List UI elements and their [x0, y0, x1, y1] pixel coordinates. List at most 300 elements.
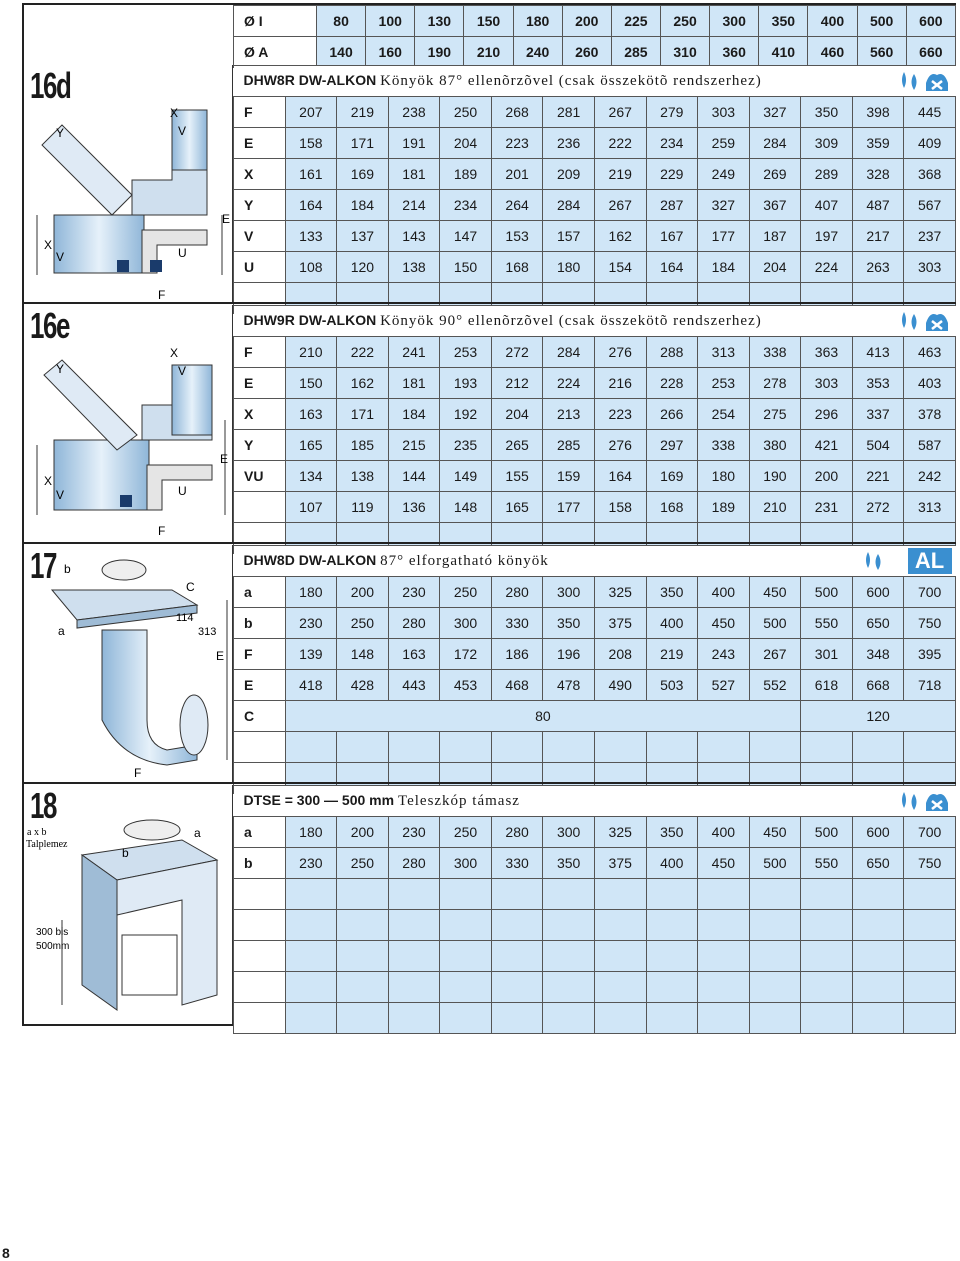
dim-label: E	[220, 452, 229, 466]
cell: 209	[543, 159, 595, 190]
cell: 650	[852, 848, 904, 879]
cell: 187	[749, 221, 801, 252]
cell: 190	[415, 37, 464, 68]
cell: 133	[285, 221, 337, 252]
empty-row	[234, 879, 956, 910]
cell: 153	[491, 221, 543, 252]
cell: 300	[543, 577, 595, 608]
cell: 500	[749, 848, 801, 879]
cell: 463	[904, 337, 956, 368]
cell: 550	[801, 608, 853, 639]
cell: 177	[543, 492, 595, 523]
row-label: b	[234, 608, 286, 639]
cell	[440, 879, 492, 910]
cell: 204	[440, 128, 492, 159]
cell: 214	[388, 190, 440, 221]
cell: 100	[366, 6, 415, 37]
diagram-16d	[22, 65, 233, 302]
cell	[594, 910, 646, 941]
cell: 172	[440, 639, 492, 670]
table-row	[234, 252, 956, 283]
dim-label: 500mm	[36, 941, 70, 952]
cell: 350	[801, 97, 853, 128]
cell	[852, 910, 904, 941]
cell: 550	[801, 848, 853, 879]
table-row	[234, 817, 956, 848]
cell: 450	[749, 577, 801, 608]
header-row-inner	[234, 6, 956, 37]
cell: 403	[904, 368, 956, 399]
cell	[904, 941, 956, 972]
cell: 200	[337, 577, 389, 608]
cell: 280	[491, 577, 543, 608]
cell	[801, 1003, 853, 1034]
cell: 375	[594, 848, 646, 879]
cell	[337, 910, 389, 941]
cell: 504	[852, 430, 904, 461]
cell	[801, 941, 853, 972]
cell: 181	[388, 159, 440, 190]
row-label: X	[234, 399, 286, 430]
cell: 284	[543, 190, 595, 221]
cell: 148	[337, 639, 389, 670]
cell: 150	[464, 6, 513, 37]
cell: 350	[646, 577, 698, 608]
cell	[698, 1003, 750, 1034]
dim-label: 300 bis	[36, 927, 69, 938]
cell: 161	[285, 159, 337, 190]
cell: 380	[749, 430, 801, 461]
cell: 200	[562, 6, 611, 37]
row-label: Y	[234, 190, 286, 221]
cell: 338	[749, 337, 801, 368]
dim-label: X	[44, 474, 53, 488]
cell: 750	[904, 848, 956, 879]
cell: 167	[646, 221, 698, 252]
section-title	[234, 786, 956, 817]
cell: 281	[543, 97, 595, 128]
cell: 229	[646, 159, 698, 190]
row-label	[234, 1003, 286, 1034]
row-label	[234, 879, 286, 910]
cell	[698, 879, 750, 910]
cell: 300	[440, 608, 492, 639]
empty-row	[234, 1003, 956, 1034]
cell	[904, 879, 956, 910]
cell	[543, 972, 595, 1003]
cell: 144	[388, 461, 440, 492]
condensate-drops-icon	[898, 310, 922, 335]
cell: 350	[759, 6, 808, 37]
cell	[543, 1003, 595, 1034]
row-label: VU	[234, 461, 286, 492]
product-code: DHW9R DW-ALKON	[243, 312, 377, 328]
cell: 184	[388, 399, 440, 430]
cell: 177	[698, 221, 750, 252]
cell	[852, 941, 904, 972]
cell: 208	[594, 639, 646, 670]
section-title	[234, 546, 956, 577]
cell: 275	[749, 399, 801, 430]
section-code: 18	[30, 785, 56, 826]
cell: 445	[904, 97, 956, 128]
cell: 297	[646, 430, 698, 461]
cell: 500	[801, 577, 853, 608]
table-row	[234, 430, 956, 461]
cell: 120	[337, 252, 389, 283]
cell	[491, 972, 543, 1003]
cell: 287	[646, 190, 698, 221]
cell	[801, 972, 853, 1003]
dim-label: b	[122, 846, 129, 860]
product-description: Teleszkóp támasz	[397, 793, 520, 809]
cell: 560	[857, 37, 906, 68]
cell: 250	[337, 608, 389, 639]
cell: 192	[440, 399, 492, 430]
cell	[388, 972, 440, 1003]
row-label: Y	[234, 430, 286, 461]
dim-label: X	[170, 106, 179, 120]
cell: 212	[491, 368, 543, 399]
cell: 328	[852, 159, 904, 190]
cell: 108	[285, 252, 337, 283]
cell: 164	[594, 461, 646, 492]
condensate-drops-icon	[898, 790, 922, 815]
cell	[801, 879, 853, 910]
cell	[698, 941, 750, 972]
cell: 327	[749, 97, 801, 128]
cell: 276	[594, 430, 646, 461]
cell: 200	[337, 817, 389, 848]
cell: 157	[543, 221, 595, 252]
dim-label: E	[222, 212, 231, 226]
elbow-87-diagram	[22, 65, 232, 302]
cell: 367	[749, 190, 801, 221]
cell: 398	[852, 97, 904, 128]
cell: 223	[491, 128, 543, 159]
cell	[594, 1003, 646, 1034]
cell	[543, 879, 595, 910]
cell: 241	[388, 337, 440, 368]
cell: 650	[852, 608, 904, 639]
cell: 147	[440, 221, 492, 252]
section-code: 16d	[30, 65, 71, 106]
cell	[491, 910, 543, 941]
cell: 359	[852, 128, 904, 159]
cell: 240	[513, 37, 562, 68]
cell: 267	[749, 639, 801, 670]
size-header-table	[233, 5, 956, 68]
cell: 668	[852, 670, 904, 701]
cell: 163	[285, 399, 337, 430]
diagram-16e	[22, 305, 233, 542]
cell: 296	[801, 399, 853, 430]
cell: 159	[543, 461, 595, 492]
cell: 400	[646, 848, 698, 879]
table-row	[234, 461, 956, 492]
cell: 490	[594, 670, 646, 701]
cell: 204	[749, 252, 801, 283]
cell: 478	[543, 670, 595, 701]
cell: 136	[388, 492, 440, 523]
cell: 303	[698, 97, 750, 128]
cell: 254	[698, 399, 750, 430]
diagram-18	[22, 785, 233, 1024]
cell: 409	[904, 128, 956, 159]
cell: 313	[698, 337, 750, 368]
cell: 200	[801, 461, 853, 492]
dim-label: a	[58, 624, 65, 638]
cell	[285, 1003, 337, 1034]
row-label: V	[234, 221, 286, 252]
cell	[388, 941, 440, 972]
row-label: C	[234, 701, 286, 732]
cell: 600	[852, 577, 904, 608]
empty-row	[234, 972, 956, 1003]
cell	[646, 972, 698, 1003]
cell: 119	[337, 492, 389, 523]
cell	[285, 910, 337, 941]
cell: 348	[852, 639, 904, 670]
cell: 460	[808, 37, 857, 68]
cell: 587	[904, 430, 956, 461]
cell: 395	[904, 639, 956, 670]
cell: 168	[491, 252, 543, 283]
cell: 210	[749, 492, 801, 523]
cell: 230	[285, 848, 337, 879]
cell: 143	[388, 221, 440, 252]
table-row	[234, 337, 956, 368]
cell: 213	[543, 399, 595, 430]
dim-label: V	[178, 124, 187, 138]
cell: 660	[906, 37, 955, 68]
empty-row	[234, 910, 956, 941]
cell	[749, 732, 801, 763]
dim-label: b	[64, 562, 71, 576]
section-16e-table	[233, 305, 956, 554]
cell: 303	[904, 252, 956, 283]
cell: 180	[698, 461, 750, 492]
cell: 140	[317, 37, 366, 68]
cell: 718	[904, 670, 956, 701]
diagram-17	[22, 545, 233, 782]
cell: 313	[904, 492, 956, 523]
row-label	[234, 732, 286, 763]
cell: 250	[440, 577, 492, 608]
cell	[388, 1003, 440, 1034]
section-title-row	[234, 66, 956, 97]
cell: 215	[388, 430, 440, 461]
cell: 165	[491, 492, 543, 523]
section-18-table	[233, 785, 956, 1034]
cell	[491, 732, 543, 763]
cell: 269	[749, 159, 801, 190]
cell	[337, 732, 389, 763]
cell: 450	[749, 817, 801, 848]
dim-label: V	[178, 364, 187, 378]
cell	[852, 879, 904, 910]
cell: 600	[852, 817, 904, 848]
cell: 407	[801, 190, 853, 221]
telescopic-support-diagram	[22, 785, 232, 1024]
cell: 184	[337, 190, 389, 221]
row-label: U	[234, 252, 286, 283]
cell: 253	[440, 337, 492, 368]
cell: 450	[698, 848, 750, 879]
cell: 223	[594, 399, 646, 430]
cell: 266	[646, 399, 698, 430]
cell	[491, 879, 543, 910]
cell: 443	[388, 670, 440, 701]
cell: 139	[285, 639, 337, 670]
section-17-table	[233, 545, 956, 794]
cell: 260	[562, 37, 611, 68]
cell	[388, 879, 440, 910]
dim-label: Talplemez	[26, 839, 68, 850]
cell: 284	[543, 337, 595, 368]
cell: 400	[808, 6, 857, 37]
cell: 160	[366, 37, 415, 68]
cell: 267	[594, 97, 646, 128]
cell: 189	[698, 492, 750, 523]
row-label: a	[234, 577, 286, 608]
dim-label: X	[170, 346, 179, 360]
cell	[491, 941, 543, 972]
cell: 168	[646, 492, 698, 523]
cell: 280	[388, 848, 440, 879]
cell: 189	[440, 159, 492, 190]
header-label-inner: Ø I	[234, 6, 317, 37]
cell: 360	[710, 37, 759, 68]
cell	[337, 879, 389, 910]
dim-label: E	[216, 649, 225, 663]
table-row	[234, 608, 956, 639]
cell	[801, 732, 853, 763]
product-code: DHW8R DW-ALKON	[243, 72, 377, 88]
cell	[440, 1003, 492, 1034]
data-table	[233, 305, 956, 554]
table-row	[234, 159, 956, 190]
cell: 250	[337, 848, 389, 879]
cell	[388, 910, 440, 941]
cell: 234	[440, 190, 492, 221]
cell: 750	[904, 608, 956, 639]
cell: 217	[852, 221, 904, 252]
cell: 325	[594, 817, 646, 848]
cell: 224	[543, 368, 595, 399]
cell: 193	[440, 368, 492, 399]
cell	[749, 879, 801, 910]
cell	[646, 941, 698, 972]
cell	[904, 972, 956, 1003]
product-code: DTSE = 300 — 500 mm	[243, 792, 395, 808]
cell: 468	[491, 670, 543, 701]
cell: 337	[852, 399, 904, 430]
section-divider	[22, 302, 956, 304]
cell: 618	[801, 670, 853, 701]
cell	[440, 732, 492, 763]
row-label	[234, 910, 286, 941]
section-title	[234, 306, 956, 337]
cell: 150	[440, 252, 492, 283]
cell: 268	[491, 97, 543, 128]
dim-label: X	[44, 238, 53, 252]
cell: 285	[611, 37, 660, 68]
cell: 225	[611, 6, 660, 37]
section-title	[234, 66, 956, 97]
cell: 250	[440, 817, 492, 848]
cell: 222	[337, 337, 389, 368]
section-code: 16e	[30, 305, 69, 346]
table-row	[234, 639, 956, 670]
cell	[285, 972, 337, 1003]
cell: 418	[285, 670, 337, 701]
cell: 237	[904, 221, 956, 252]
cell: 272	[852, 492, 904, 523]
cell: 120	[801, 701, 956, 732]
dim-label: V	[56, 488, 65, 502]
product-description: Könyök 90° ellenõrzõvel (csak összekötõ rendszerhez)	[380, 313, 762, 329]
data-table	[233, 785, 956, 1034]
row-label: a	[234, 817, 286, 848]
row-label	[234, 492, 286, 523]
cell: 330	[491, 848, 543, 879]
row-label: F	[234, 97, 286, 128]
cell: 400	[698, 577, 750, 608]
cell: 353	[852, 368, 904, 399]
table-row	[234, 399, 956, 430]
cell: 219	[646, 639, 698, 670]
cell: 259	[698, 128, 750, 159]
section-code: 17	[30, 545, 56, 586]
cell: 164	[646, 252, 698, 283]
cell	[749, 941, 801, 972]
cell	[698, 910, 750, 941]
cell: 80	[317, 6, 366, 37]
section-title-row	[234, 306, 956, 337]
rotatable-elbow-diagram	[22, 545, 232, 782]
cell: 184	[698, 252, 750, 283]
cell: 552	[749, 670, 801, 701]
cell	[904, 732, 956, 763]
cell	[646, 1003, 698, 1034]
cell	[388, 732, 440, 763]
cell: 231	[801, 492, 853, 523]
cell: 325	[594, 577, 646, 608]
cell	[337, 941, 389, 972]
cell	[749, 910, 801, 941]
dim-label: U	[178, 484, 187, 498]
section-title-row	[234, 546, 956, 577]
cell	[440, 910, 492, 941]
table-row	[234, 848, 956, 879]
cell	[337, 972, 389, 1003]
cell: 134	[285, 461, 337, 492]
header-table-wrap	[233, 5, 956, 68]
cell	[852, 972, 904, 1003]
cell: 567	[904, 190, 956, 221]
cell	[285, 941, 337, 972]
cell: 330	[491, 608, 543, 639]
cell	[491, 1003, 543, 1034]
cell: 700	[904, 577, 956, 608]
cell: 162	[594, 221, 646, 252]
dim-label: a x b	[27, 827, 47, 838]
elbow-90-diagram	[22, 305, 232, 542]
cell: 171	[337, 128, 389, 159]
cell: 180	[543, 252, 595, 283]
cell: 263	[852, 252, 904, 283]
